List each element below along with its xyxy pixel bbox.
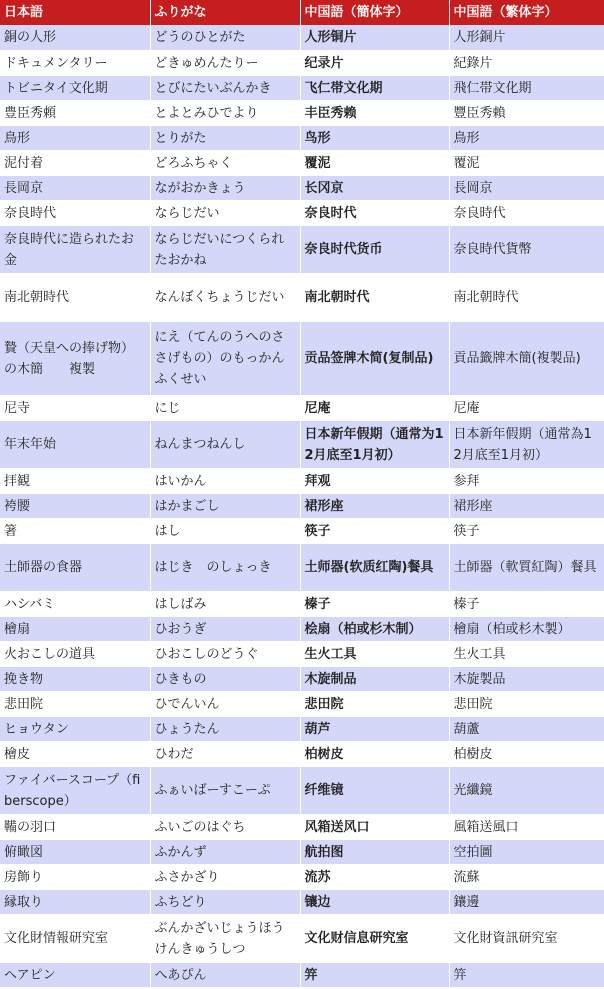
cell-chinese-simplified bbox=[300, 420, 449, 468]
cell-japanese bbox=[0, 100, 150, 125]
cell-japanese-text: 泥付着 bbox=[4, 155, 44, 171]
cell-chinese-simplified-text: 日本新年假期（通常为12月底至1月初） bbox=[304, 426, 444, 463]
cell-chinese-traditional bbox=[449, 200, 604, 225]
cell-furigana bbox=[150, 125, 300, 150]
cell-japanese-text: 年末年始 bbox=[4, 437, 57, 452]
cell-chinese-traditional bbox=[449, 666, 604, 691]
cell-chinese-traditional-text: 風箱送風口 bbox=[453, 819, 519, 835]
cell-chinese-simplified bbox=[300, 25, 449, 50]
cell-japanese-text: 贄（天皇への捧げ物）の木簡 複製 bbox=[4, 340, 135, 377]
cell-furigana-text: はじき のしょっき bbox=[154, 560, 272, 575]
cell-chinese-simplified-text: 人形铜片 bbox=[304, 30, 357, 46]
cell-chinese-traditional bbox=[449, 321, 604, 395]
cell-chinese-simplified-text: 柏树皮 bbox=[304, 746, 344, 762]
cell-furigana bbox=[150, 741, 300, 766]
cell-furigana bbox=[150, 518, 300, 543]
cell-chinese-simplified bbox=[300, 100, 449, 125]
cell-furigana bbox=[150, 814, 300, 839]
cell-chinese-traditional bbox=[449, 175, 604, 200]
cell-chinese-simplified-text: 镶边 bbox=[304, 894, 331, 910]
cell-japanese-text: 南北朝時代 bbox=[4, 290, 70, 305]
cell-chinese-simplified bbox=[300, 716, 449, 741]
cell-japanese-text: 銅の人形 bbox=[4, 30, 57, 46]
cell-chinese-traditional bbox=[449, 50, 604, 75]
cell-chinese-simplified bbox=[300, 175, 449, 200]
cell-chinese-traditional bbox=[449, 962, 604, 987]
cell-chinese-traditional bbox=[449, 100, 604, 125]
cell-furigana-text: とよとみひでより bbox=[154, 105, 259, 121]
cell-furigana bbox=[150, 75, 300, 100]
cell-furigana-text: ならじだいにつくられたおかね bbox=[154, 231, 285, 268]
cell-japanese bbox=[0, 716, 150, 741]
cell-chinese-simplified-text: 筷子 bbox=[304, 523, 331, 539]
cell-chinese-simplified bbox=[300, 889, 449, 914]
cell-chinese-traditional-text: 尼庵 bbox=[453, 400, 480, 416]
cell-chinese-traditional bbox=[449, 766, 604, 814]
cell-chinese-traditional-text: 生火工具 bbox=[453, 646, 506, 662]
cell-chinese-simplified bbox=[300, 864, 449, 889]
cell-furigana-text: なんぼくちょうじだい bbox=[154, 290, 285, 305]
table-body bbox=[0, 25, 604, 987]
cell-furigana-text: ながおかきょう bbox=[154, 180, 246, 196]
cell-japanese-text: ドキュメンタリー bbox=[4, 55, 108, 71]
cell-japanese-text: 土師器の食器 bbox=[4, 560, 83, 575]
cell-furigana-text: ぶんかざいじょうほうけんきゅうしつ bbox=[154, 920, 285, 957]
cell-japanese bbox=[0, 839, 150, 864]
cell-chinese-simplified-text: 纪录片 bbox=[304, 55, 344, 71]
cell-chinese-traditional-text: 人形銅片 bbox=[453, 30, 506, 46]
cell-furigana bbox=[150, 691, 300, 716]
cell-chinese-traditional bbox=[449, 225, 604, 273]
cell-furigana bbox=[150, 100, 300, 125]
cell-furigana bbox=[150, 25, 300, 50]
cell-japanese bbox=[0, 766, 150, 814]
table-row bbox=[0, 641, 604, 666]
cell-japanese-text: 拝観 bbox=[4, 473, 31, 489]
cell-chinese-simplified bbox=[300, 150, 449, 175]
cell-chinese-simplified-text: 笄 bbox=[304, 967, 318, 983]
cell-chinese-traditional-text: 流蘇 bbox=[453, 869, 480, 885]
cell-chinese-simplified bbox=[300, 225, 449, 273]
cell-furigana bbox=[150, 962, 300, 987]
cell-furigana-text: ふちどり bbox=[154, 894, 207, 910]
cell-furigana-text: ひでんいん bbox=[154, 696, 220, 712]
cell-japanese-text: トビニタイ文化期 bbox=[4, 80, 108, 96]
cell-chinese-simplified bbox=[300, 766, 449, 814]
table-row bbox=[0, 839, 604, 864]
cell-chinese-traditional-text: 鳥形 bbox=[453, 130, 480, 146]
cell-japanese bbox=[0, 914, 150, 962]
cell-chinese-simplified bbox=[300, 616, 449, 641]
cell-chinese-traditional bbox=[449, 716, 604, 741]
cell-japanese-text: 房飾り bbox=[4, 869, 44, 885]
cell-japanese bbox=[0, 543, 150, 591]
cell-chinese-simplified bbox=[300, 591, 449, 616]
table-row bbox=[0, 543, 604, 591]
cell-japanese-text: 火おこしの道具 bbox=[4, 646, 96, 662]
cell-chinese-simplified-text: 长冈京 bbox=[304, 180, 344, 196]
cell-japanese bbox=[0, 962, 150, 987]
cell-chinese-simplified-text: 贡品签牌木简(复制品) bbox=[304, 351, 434, 366]
cell-furigana-text: とりがた bbox=[154, 130, 207, 146]
cell-furigana-text: へあぴん bbox=[154, 967, 207, 983]
cell-furigana-text: ならじだい bbox=[154, 205, 220, 221]
cell-furigana bbox=[150, 321, 300, 395]
cell-japanese bbox=[0, 591, 150, 616]
cell-chinese-simplified-text: 悲田院 bbox=[304, 696, 344, 712]
cell-chinese-simplified bbox=[300, 518, 449, 543]
cell-chinese-simplified bbox=[300, 468, 449, 493]
cell-chinese-traditional bbox=[449, 691, 604, 716]
table-row bbox=[0, 125, 604, 150]
header-row bbox=[0, 0, 604, 25]
table-row bbox=[0, 741, 604, 766]
table-row bbox=[0, 200, 604, 225]
cell-japanese-text: ファイバースコープ（fiberscope） bbox=[4, 772, 141, 809]
cell-japanese-text: 袴腰 bbox=[4, 498, 31, 514]
cell-japanese-text: 鞴の羽口 bbox=[4, 819, 57, 835]
cell-chinese-simplified bbox=[300, 273, 449, 321]
cell-chinese-simplified-text: 奈良时代货币 bbox=[304, 242, 383, 257]
cell-japanese-text: ヘアピン bbox=[4, 967, 56, 983]
cell-chinese-traditional-text: 貢品籤牌木簡(複製品) bbox=[453, 351, 581, 366]
cell-furigana-text: どきゅめんたりー bbox=[154, 55, 259, 71]
table-row bbox=[0, 716, 604, 741]
cell-japanese bbox=[0, 741, 150, 766]
cell-chinese-traditional bbox=[449, 914, 604, 962]
table-row bbox=[0, 225, 604, 273]
cell-chinese-traditional-text: 豐臣秀賴 bbox=[453, 105, 506, 121]
cell-furigana-text: ひわだ bbox=[154, 746, 194, 762]
cell-furigana bbox=[150, 864, 300, 889]
cell-chinese-traditional-text: 柏樹皮 bbox=[453, 746, 493, 762]
cell-furigana bbox=[150, 225, 300, 273]
cell-chinese-simplified bbox=[300, 641, 449, 666]
cell-chinese-traditional bbox=[449, 591, 604, 616]
cell-japanese-text: 悲田院 bbox=[4, 696, 44, 712]
header-japanese: 日本語 bbox=[0, 0, 150, 25]
cell-chinese-simplified-text: 奈良时代 bbox=[304, 205, 357, 221]
cell-chinese-simplified bbox=[300, 914, 449, 962]
cell-chinese-traditional-text: 奈良時代貨幣 bbox=[453, 242, 532, 257]
cell-furigana-text: とびにたいぶんかき bbox=[154, 80, 272, 96]
cell-chinese-traditional-text: 紀錄片 bbox=[453, 55, 493, 71]
cell-furigana bbox=[150, 420, 300, 468]
cell-furigana bbox=[150, 914, 300, 962]
table-row bbox=[0, 395, 604, 420]
cell-furigana-text: にえ（てんのうへのささげもの）のもっかん ふくせい bbox=[154, 330, 298, 387]
table-row bbox=[0, 889, 604, 914]
cell-furigana bbox=[150, 766, 300, 814]
cell-furigana-text: ひおこしのどうぐ bbox=[154, 646, 259, 662]
cell-furigana-text: はし bbox=[154, 523, 181, 539]
cell-chinese-traditional-text: 日本新年假期（通常為12月底至1月初） bbox=[453, 426, 592, 463]
cell-chinese-traditional-text: 土師器（軟質紅陶）餐具 bbox=[453, 560, 597, 575]
cell-furigana bbox=[150, 641, 300, 666]
cell-furigana bbox=[150, 839, 300, 864]
cell-chinese-simplified-text: 木旋制品 bbox=[304, 671, 357, 687]
cell-chinese-simplified bbox=[300, 543, 449, 591]
cell-chinese-traditional bbox=[449, 150, 604, 175]
cell-chinese-traditional-text: 南北朝時代 bbox=[453, 290, 519, 305]
table-row bbox=[0, 691, 604, 716]
cell-chinese-traditional-text: 裙形座 bbox=[453, 498, 493, 514]
cell-chinese-simplified-text: 丰臣秀赖 bbox=[304, 105, 357, 121]
cell-chinese-simplified-text: 榛子 bbox=[304, 596, 331, 612]
cell-chinese-simplified-text: 南北朝时代 bbox=[304, 290, 370, 305]
table-row bbox=[0, 468, 604, 493]
cell-chinese-simplified bbox=[300, 75, 449, 100]
cell-chinese-simplified-text: 航拍图 bbox=[304, 844, 344, 860]
cell-chinese-traditional bbox=[449, 864, 604, 889]
table-row bbox=[0, 420, 604, 468]
table-row bbox=[0, 321, 604, 395]
cell-chinese-simplified bbox=[300, 962, 449, 987]
cell-furigana-text: どろふちゃく bbox=[154, 155, 233, 171]
cell-japanese-text: 尼寺 bbox=[4, 400, 31, 416]
cell-japanese bbox=[0, 468, 150, 493]
cell-japanese bbox=[0, 200, 150, 225]
cell-chinese-simplified-text: 飞仁帯文化期 bbox=[304, 80, 383, 96]
table-row bbox=[0, 75, 604, 100]
cell-furigana bbox=[150, 468, 300, 493]
cell-chinese-simplified-text: 拜观 bbox=[304, 473, 331, 489]
table-row bbox=[0, 175, 604, 200]
cell-japanese-text: 檜扇 bbox=[4, 621, 31, 637]
cell-chinese-simplified bbox=[300, 741, 449, 766]
cell-furigana bbox=[150, 716, 300, 741]
cell-chinese-traditional-text: 光纖鏡 bbox=[453, 783, 493, 798]
table-row bbox=[0, 150, 604, 175]
cell-chinese-traditional-text: 笄 bbox=[453, 967, 467, 983]
cell-furigana bbox=[150, 395, 300, 420]
cell-chinese-traditional-text: 悲田院 bbox=[453, 696, 493, 712]
cell-japanese-text: 鳥形 bbox=[4, 130, 31, 146]
table-row bbox=[0, 518, 604, 543]
cell-chinese-traditional bbox=[449, 741, 604, 766]
cell-chinese-traditional-text: 覆泥 bbox=[453, 155, 480, 171]
cell-chinese-traditional bbox=[449, 420, 604, 468]
table-row bbox=[0, 591, 604, 616]
cell-chinese-simplified bbox=[300, 814, 449, 839]
cell-chinese-traditional-text: 榛子 bbox=[453, 596, 480, 612]
cell-japanese bbox=[0, 691, 150, 716]
cell-furigana-text: ふぁいばーすこーぷ bbox=[154, 783, 271, 798]
cell-chinese-traditional bbox=[449, 839, 604, 864]
table-row bbox=[0, 766, 604, 814]
cell-furigana-text: ねんまつねんし bbox=[154, 437, 246, 452]
cell-japanese-text: 文化財情報研究室 bbox=[4, 931, 109, 946]
cell-furigana bbox=[150, 50, 300, 75]
cell-japanese-text: 箸 bbox=[4, 523, 18, 539]
header-chinese-traditional: 中国語（繁体字） bbox=[449, 0, 604, 25]
cell-chinese-simplified-text: 尼庵 bbox=[304, 400, 331, 416]
cell-japanese bbox=[0, 616, 150, 641]
cell-furigana bbox=[150, 543, 300, 591]
cell-chinese-traditional bbox=[449, 25, 604, 50]
cell-furigana-text: ひおうぎ bbox=[154, 621, 207, 637]
cell-chinese-traditional-text: 参拜 bbox=[453, 473, 480, 489]
cell-chinese-traditional-text: 飛仁帯文化期 bbox=[453, 80, 532, 96]
cell-chinese-traditional-text: 長岡京 bbox=[453, 180, 493, 196]
cell-japanese-text: 檜皮 bbox=[4, 746, 31, 762]
cell-chinese-traditional-text: 空拍圖 bbox=[453, 844, 493, 860]
cell-chinese-simplified bbox=[300, 395, 449, 420]
cell-chinese-simplified bbox=[300, 125, 449, 150]
cell-chinese-simplified bbox=[300, 50, 449, 75]
cell-chinese-simplified-text: 文化财信息研究室 bbox=[304, 931, 409, 946]
table-row bbox=[0, 493, 604, 518]
cell-japanese bbox=[0, 814, 150, 839]
cell-japanese bbox=[0, 641, 150, 666]
cell-furigana-text: にじ bbox=[154, 400, 181, 416]
cell-japanese bbox=[0, 395, 150, 420]
cell-chinese-traditional bbox=[449, 616, 604, 641]
cell-japanese bbox=[0, 666, 150, 691]
cell-chinese-traditional-text: 檜扇（柏或杉木製） bbox=[453, 621, 571, 637]
cell-chinese-simplified-text: 流苏 bbox=[304, 869, 331, 885]
cell-chinese-simplified-text: 桧扇（柏或杉木制） bbox=[304, 621, 422, 637]
cell-japanese-text: 奈良時代に造られたお金 bbox=[4, 231, 135, 268]
cell-furigana bbox=[150, 200, 300, 225]
cell-japanese bbox=[0, 50, 150, 75]
cell-japanese bbox=[0, 75, 150, 100]
cell-furigana-text: はしばみ bbox=[154, 596, 207, 612]
cell-japanese-text: 豊臣秀頼 bbox=[4, 105, 57, 121]
cell-furigana bbox=[150, 666, 300, 691]
cell-furigana bbox=[150, 616, 300, 641]
cell-chinese-traditional bbox=[449, 75, 604, 100]
table-row bbox=[0, 616, 604, 641]
cell-chinese-traditional bbox=[449, 493, 604, 518]
cell-japanese bbox=[0, 321, 150, 395]
table-row bbox=[0, 273, 604, 321]
cell-furigana-text: ふいごのはぐち bbox=[154, 819, 246, 835]
table-row bbox=[0, 914, 604, 962]
cell-chinese-traditional bbox=[449, 889, 604, 914]
cell-chinese-simplified-text: 土师器(软质红陶)餐具 bbox=[304, 560, 434, 575]
cell-japanese bbox=[0, 125, 150, 150]
cell-chinese-traditional-text: 文化財資訊研究室 bbox=[453, 931, 558, 946]
cell-furigana bbox=[150, 889, 300, 914]
cell-chinese-simplified bbox=[300, 493, 449, 518]
cell-chinese-simplified bbox=[300, 200, 449, 225]
cell-chinese-simplified-text: 覆泥 bbox=[304, 155, 331, 171]
cell-chinese-traditional-text: 鑲邊 bbox=[453, 894, 480, 910]
cell-japanese-text: 長岡京 bbox=[4, 180, 44, 196]
cell-japanese bbox=[0, 175, 150, 200]
cell-furigana-text: ひきもの bbox=[154, 671, 207, 687]
cell-japanese-text: 俯瞰図 bbox=[4, 844, 44, 860]
table-row bbox=[0, 666, 604, 691]
cell-chinese-traditional-text: 葫蘆 bbox=[453, 721, 480, 737]
table-row bbox=[0, 864, 604, 889]
cell-furigana bbox=[150, 175, 300, 200]
cell-japanese bbox=[0, 273, 150, 321]
cell-furigana-text: ふかんず bbox=[154, 844, 207, 860]
cell-chinese-traditional-text: 木旋製品 bbox=[453, 671, 506, 687]
cell-japanese-text: 挽き物 bbox=[4, 671, 44, 687]
cell-japanese-text: 縁取り bbox=[4, 894, 44, 910]
cell-chinese-simplified-text: 生火工具 bbox=[304, 646, 357, 662]
cell-chinese-simplified-text: 葫芦 bbox=[304, 721, 331, 737]
cell-japanese bbox=[0, 493, 150, 518]
header-furigana: ふりがな bbox=[150, 0, 300, 25]
cell-japanese bbox=[0, 150, 150, 175]
cell-japanese-text: ハシバミ bbox=[4, 596, 56, 612]
cell-japanese bbox=[0, 864, 150, 889]
table-row bbox=[0, 25, 604, 50]
cell-chinese-traditional bbox=[449, 395, 604, 420]
cell-chinese-simplified-text: 鸟形 bbox=[304, 130, 331, 146]
cell-furigana bbox=[150, 150, 300, 175]
cell-japanese-text: 奈良時代 bbox=[4, 205, 57, 221]
cell-chinese-traditional bbox=[449, 273, 604, 321]
cell-chinese-simplified bbox=[300, 691, 449, 716]
cell-japanese bbox=[0, 225, 150, 273]
cell-chinese-traditional-text: 奈良時代 bbox=[453, 205, 506, 221]
header-chinese-simplified: 中国語（簡体字） bbox=[300, 0, 449, 25]
cell-japanese-text: ヒョウタン bbox=[4, 721, 69, 737]
cell-chinese-simplified bbox=[300, 839, 449, 864]
cell-japanese bbox=[0, 889, 150, 914]
cell-furigana-text: ひょうたん bbox=[154, 721, 220, 737]
cell-chinese-simplified bbox=[300, 666, 449, 691]
table-row bbox=[0, 962, 604, 987]
cell-chinese-traditional-text: 筷子 bbox=[453, 523, 480, 539]
table-row bbox=[0, 100, 604, 125]
cell-chinese-simplified bbox=[300, 321, 449, 395]
cell-furigana-text: どうのひとがた bbox=[154, 30, 246, 46]
cell-chinese-simplified-text: 裙形座 bbox=[304, 498, 344, 514]
cell-furigana bbox=[150, 591, 300, 616]
cell-japanese bbox=[0, 518, 150, 543]
cell-chinese-simplified-text: 风箱送风口 bbox=[304, 819, 370, 835]
cell-furigana-text: ふさかざり bbox=[154, 869, 220, 885]
cell-chinese-traditional bbox=[449, 543, 604, 591]
table-row bbox=[0, 814, 604, 839]
cell-chinese-traditional bbox=[449, 814, 604, 839]
cell-japanese bbox=[0, 25, 150, 50]
cell-chinese-traditional bbox=[449, 468, 604, 493]
cell-furigana-text: はいかん bbox=[154, 473, 207, 489]
cell-japanese bbox=[0, 420, 150, 468]
cell-furigana bbox=[150, 273, 300, 321]
cell-furigana bbox=[150, 493, 300, 518]
cell-chinese-traditional bbox=[449, 641, 604, 666]
cell-chinese-traditional bbox=[449, 518, 604, 543]
table-row bbox=[0, 50, 604, 75]
cell-chinese-simplified-text: 纤维镜 bbox=[304, 783, 344, 798]
cell-chinese-traditional bbox=[449, 125, 604, 150]
cell-furigana-text: はかまごし bbox=[154, 498, 220, 514]
